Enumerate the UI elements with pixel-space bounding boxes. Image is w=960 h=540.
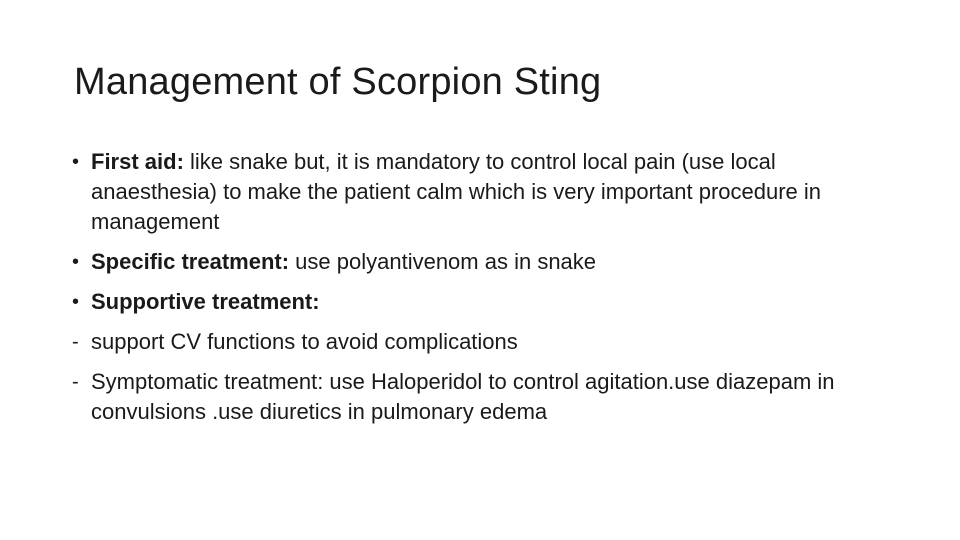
dash-marker: -	[72, 371, 79, 393]
bullet-specific-treatment	[72, 247, 892, 277]
dash-item-cv-support	[72, 327, 892, 357]
dash-text: support CV functions to avoid complications	[91, 329, 518, 354]
dash-marker: -	[72, 331, 79, 353]
bullet-label: Specific treatment:	[91, 249, 290, 274]
bullet-marker: •	[72, 151, 80, 173]
bullet-text: use polyantivenom as in snake	[289, 249, 597, 274]
dash-text: Symptomatic treatment: use Haloperidol to control agitation.use diazepam in convulsions .use diuretics in pulmonary edema	[91, 369, 835, 424]
bullet-supportive-treatment	[72, 287, 892, 317]
bullet-label: First aid:	[91, 149, 184, 174]
dash-item-symptomatic	[72, 367, 892, 427]
bullet-marker: •	[72, 291, 80, 313]
bullet-text: like snake but, it is mandatory to control local pain (use local anaesthesia) to make the patient calm which is very important procedure in management	[91, 149, 822, 234]
bullet-list	[72, 147, 892, 437]
bullet-first-aid	[72, 147, 892, 237]
bullet-label: Supportive treatment:	[91, 289, 320, 314]
bullet-marker: •	[72, 251, 80, 273]
slide-title: Management of Scorpion Sting	[74, 61, 602, 103]
